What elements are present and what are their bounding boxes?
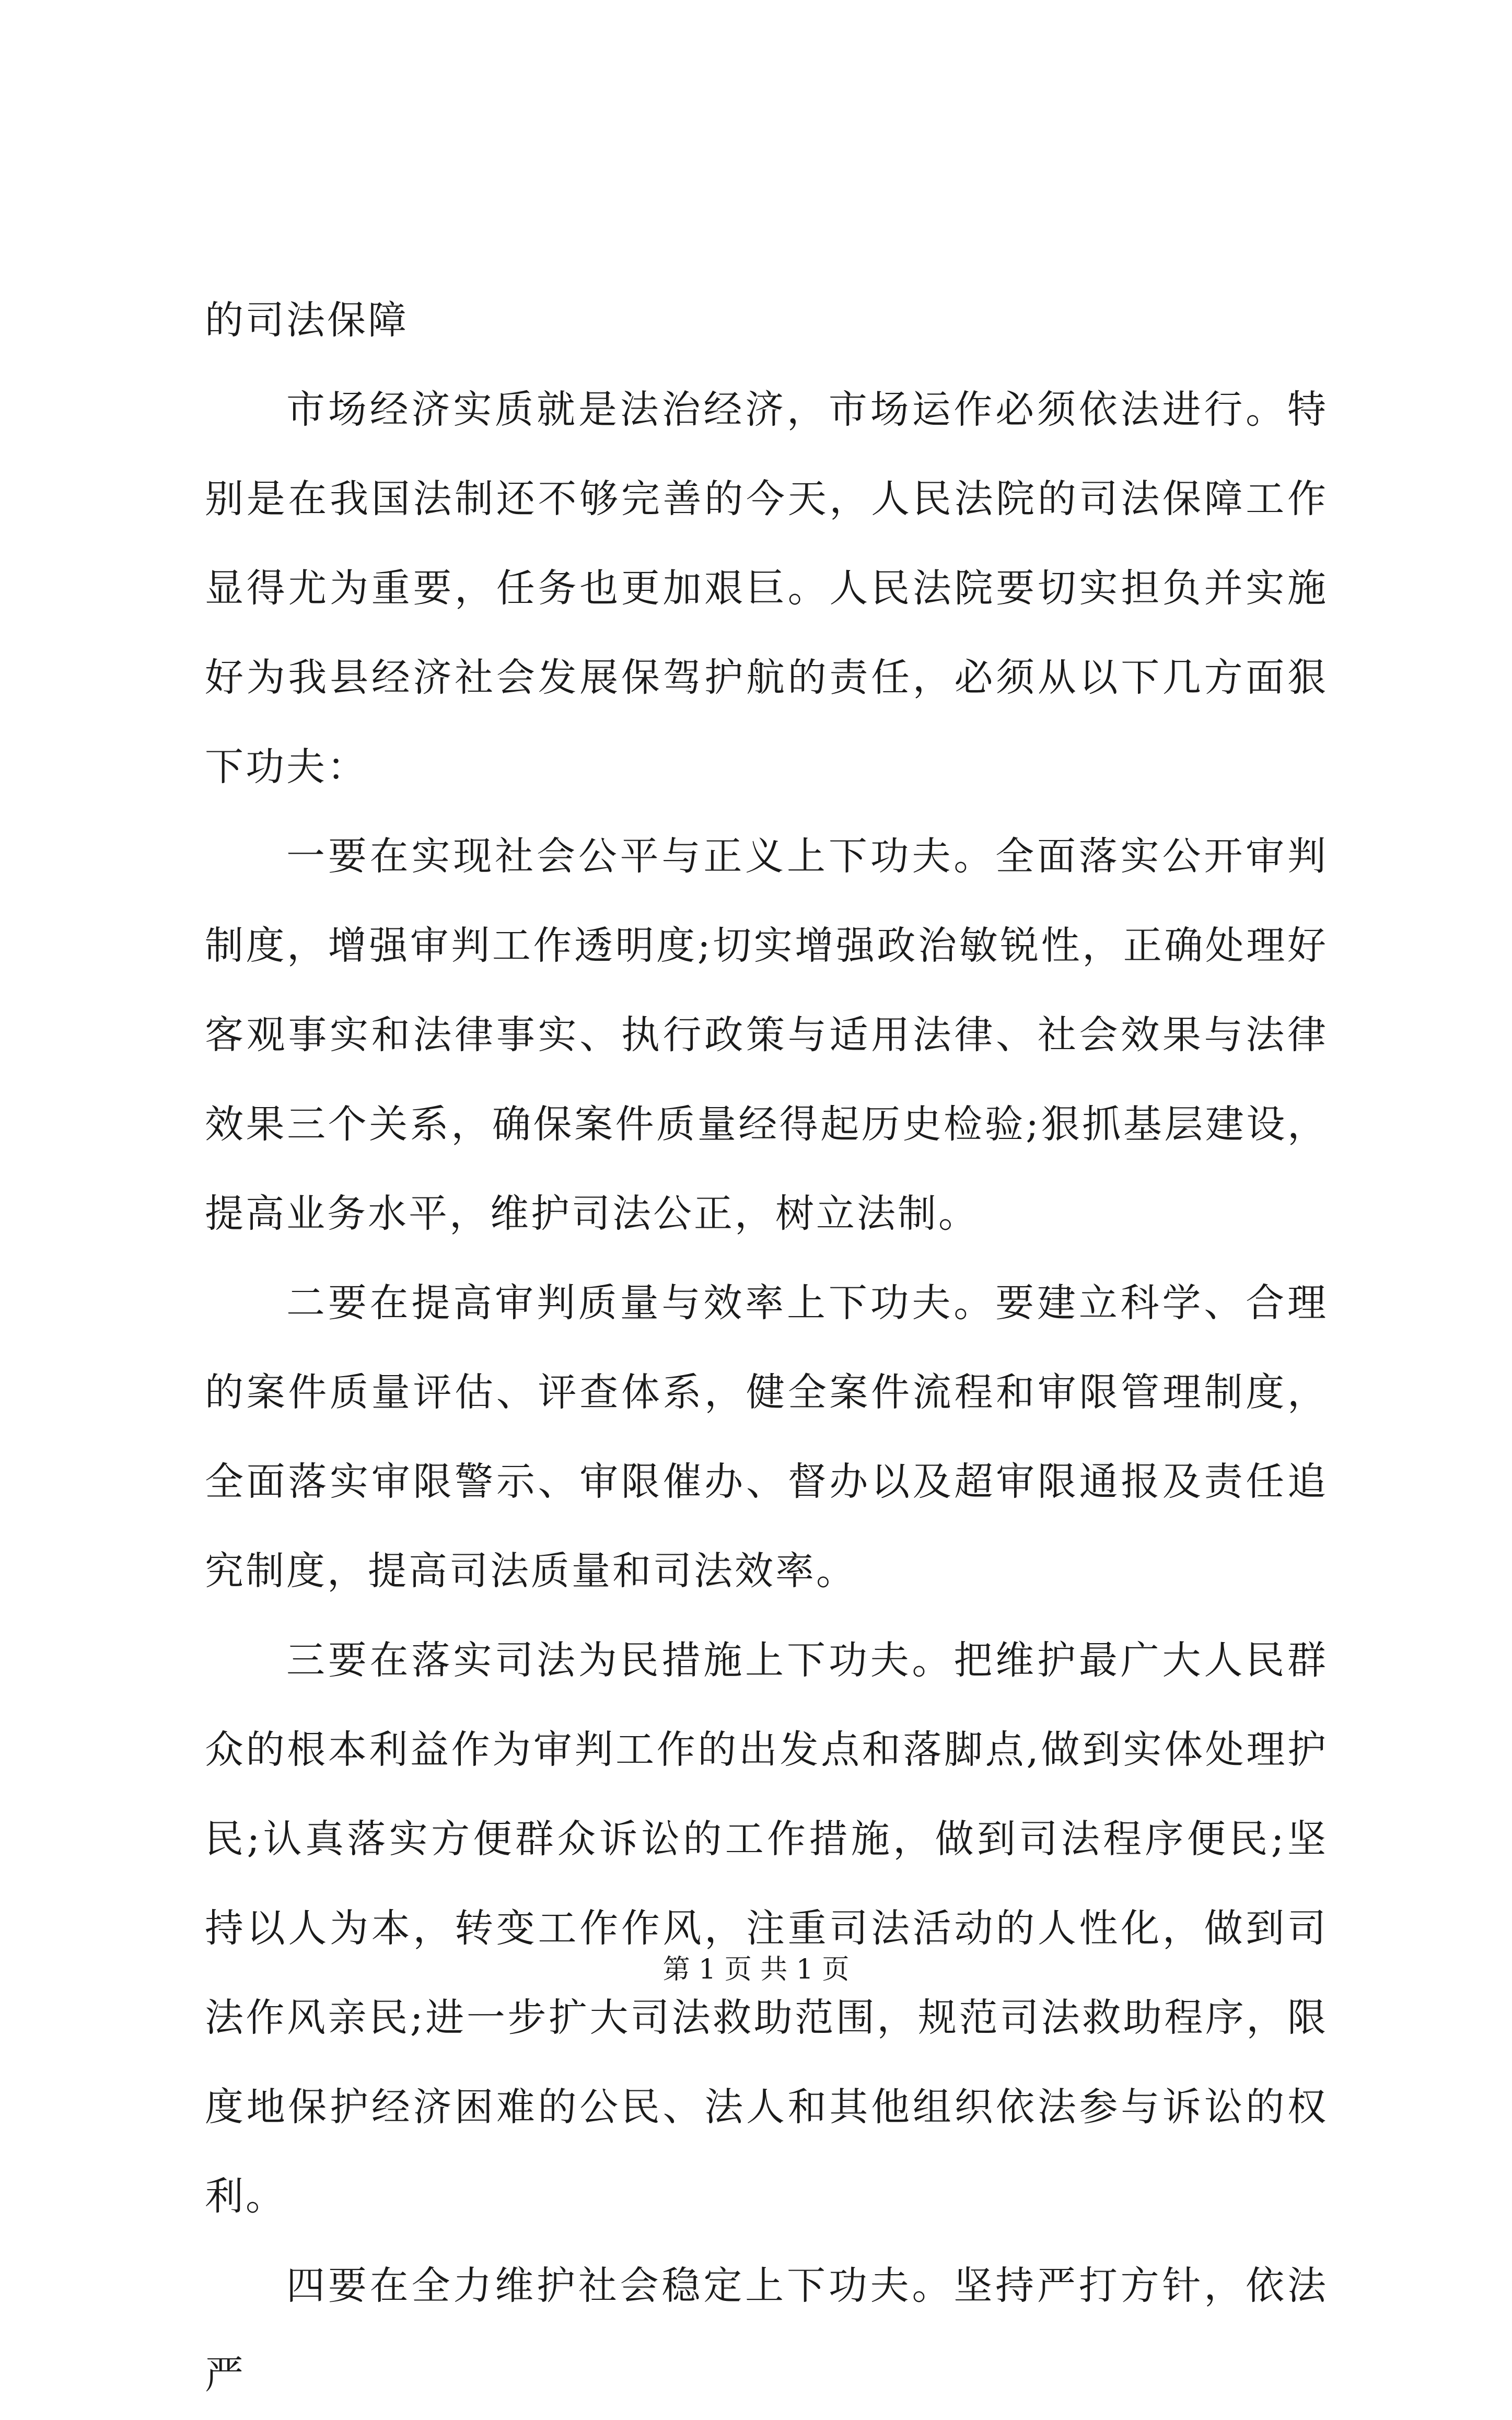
paragraph-point-four: 四要在全力维护社会稳定上下功夫。坚持严打方针，依法严 [205,2263,1328,2398]
document-body [205,276,1328,2420]
paragraph-continuation: 的司法保障 [205,298,409,343]
page-number-label: 第 1 页 共 1 页 [662,1954,850,1985]
paragraph-point-one: 一要在实现社会公平与正义上下功夫。全面落实公开审判制度，增强审判工作透明度;切实增强政治敏锐性，正确处理好客观事实和法律事实、执行政策与适用法律、社会效果与法律效果三个关系，确保案件质量经得起历史检验;狠抓基层建设，提高业务水平，维护司法公正，树立法制。 [205,834,1328,1236]
paragraph-point-three: 三要在落实司法为民措施上下功夫。把维护最广大人民群众的根本利益作为审判工作的出发点和落脚点,做到实体处理护民;认真落实方便群众诉讼的工作措施，做到司法程序便民;坚持以人为本，转变工作作风，注重司法活动的人性化，做到司法作风亲民;进一步扩大司法救助范围，规范司法救助程序，限度地保护经济困难的公民、法人和其他组织依法参与诉讼的权利。 [205,1638,1328,2219]
paragraph-point-two: 二要在提高审判质量与效率上下功夫。要建立科学、合理的案件质量评估、评查体系，健全案件流程和审限管理制度，全面落实审限警示、审限催办、督办以及超审限通报及责任追究制度，提高司法质量和司法效率。 [205,1281,1328,1593]
paragraph-intro: 市场经济实质就是法治经济，市场运作必须依法进行。特别是在我国法制还不够完善的今天，人民法院的司法保障工作显得尤为重要，任务也更加艰巨。人民法院要切实担负并实施好为我县经济社会发展保驾护航的责任，必须从以下几方面狠下功夫： [205,387,1328,789]
page-footer [0,1951,1512,1988]
